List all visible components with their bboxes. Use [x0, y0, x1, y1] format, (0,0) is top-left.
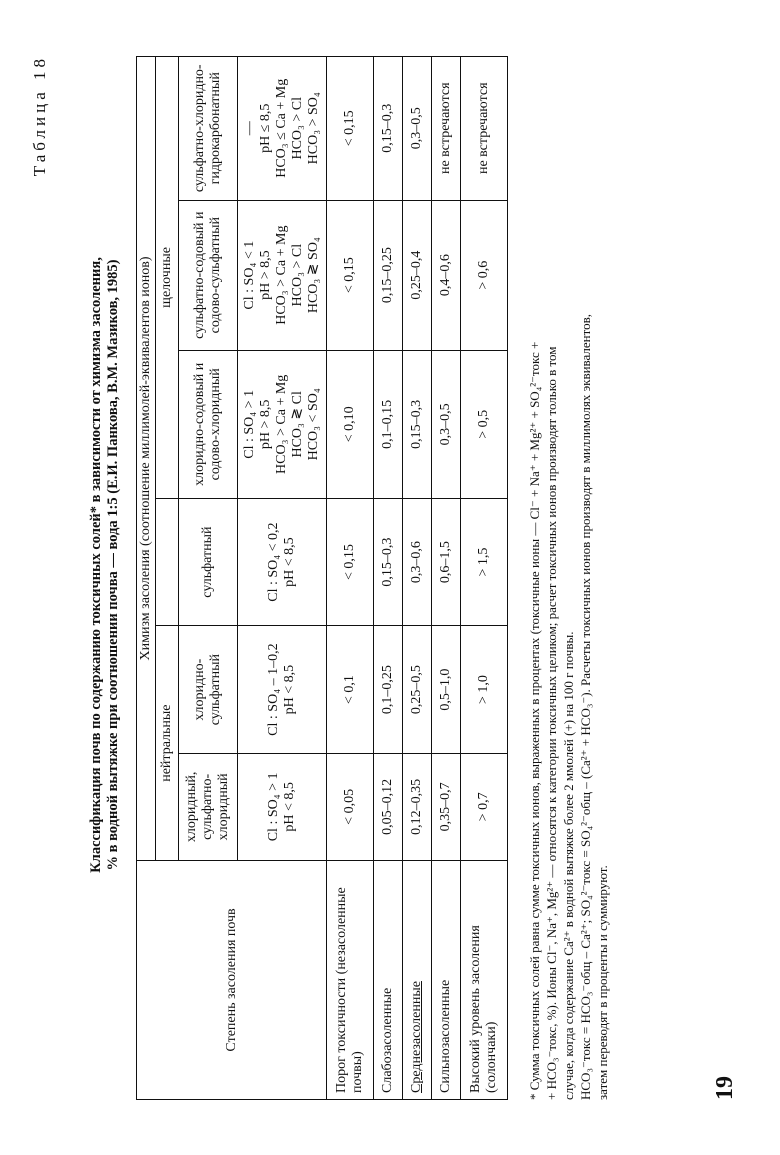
table-row	[327, 57, 374, 1100]
table-row	[374, 57, 403, 1100]
col-formula: Cl : SO₄ > 1 pH > 8,5 HCO₃ > Ca + Mg HCO₃ ≷ Cl HCO₃ < SO₄	[238, 350, 327, 498]
table-cell: 0,1–0,25	[374, 626, 403, 754]
footnote-line: * Сумма токсичных солей равна сумме токсичных ионов, выраженных в процентах (токсичные ионы — Cl⁻ + Na⁺ + Mg²⁺ + SO₄²⁻токс +	[527, 341, 542, 1100]
title-line-1: Классификация почв по содержанию токсичных солей* в зависимости от химизма засоления,	[88, 257, 104, 873]
table-cell: > 1,0	[461, 626, 508, 754]
col-name: сульфатно-содовый и содово-сульфатный	[179, 200, 238, 350]
col-name: хлоридно-сульфатный	[179, 626, 238, 754]
row-label: Слабозасоленные	[374, 860, 403, 1099]
footnote-line: затем переводят в проценты и суммируют.	[595, 865, 610, 1100]
col-formula: Cl : SO₄ > 1 pH < 8,5	[238, 753, 327, 860]
classification-table	[136, 56, 508, 1100]
table-cell: > 0,5	[461, 350, 508, 498]
table-cell: 0,15–0,3	[403, 350, 432, 498]
row-label: Высокий уровень засоления (солончаки)	[461, 860, 508, 1099]
table-cell: 0,25–0,5	[403, 626, 432, 754]
table-row	[432, 57, 461, 1100]
footnote-line: HCO₃⁻токс = HCO₃⁻общ – Ca²⁺; SO₄²⁻токс = SO₄²⁻общ – (Ca²⁺ + HCO₃⁻). Расчеты токсичных ионов производят в миллимолях эквивалентов,	[578, 313, 593, 1100]
page-number: 19	[712, 1076, 738, 1100]
col-name: хлоридно-содовый и содово-хлоридный	[179, 350, 238, 498]
table-cell: < 0,15	[327, 200, 374, 350]
table-label: Таблица 18	[30, 55, 49, 177]
table-cell: 0,3–0,6	[403, 498, 432, 626]
table-cell: 0,4–0,6	[432, 200, 461, 350]
table-cell: > 1,5	[461, 498, 508, 626]
footnote-line: + HCO₃⁻токс, %). Ионы Cl⁻, Na⁺, Mg²⁺ — относятся к категории токсичных целиком; расчет токсичных ионов производят только в том	[544, 346, 559, 1100]
row-label: Сильнозасоленные	[432, 860, 461, 1099]
col-formula: Cl : SO₄ < 0,2 pH < 8,5	[238, 498, 327, 626]
table-cell: 0,15–0,25	[374, 200, 403, 350]
col-name: хлоридный, сульфатно-хлоридный	[179, 753, 238, 860]
table-cell: > 0,7	[461, 753, 508, 860]
table-cell: < 0,1	[327, 626, 374, 754]
title-line-2: % в водной вытяжке при соотношении почва — вода 1:5 (Е.И. Панкова, В.М. Мазиков, 1985)	[105, 259, 121, 871]
table-cell: 0,3–0,5	[432, 350, 461, 498]
table-cell: 0,15–0,3	[374, 498, 403, 626]
table-cell: < 0,15	[327, 57, 374, 201]
col-formula: Cl : SO₄ < 1 pH > 8,5 HCO₃ > Ca + Mg HCO₃ > Cl HCO₃ ≷ SO₄	[238, 200, 327, 350]
neutral-header: нейтральные	[156, 626, 179, 861]
table-cell: не встречаются	[461, 57, 508, 201]
table-cell: 0,15–0,3	[374, 57, 403, 201]
table-cell: 0,3–0,5	[403, 57, 432, 201]
table-cell: не встречаются	[432, 57, 461, 201]
table-cell: 0,05–0,12	[374, 753, 403, 860]
table-cell: 0,35–0,7	[432, 753, 461, 860]
table-row	[461, 57, 508, 1100]
table-cell: 0,25–0,4	[403, 200, 432, 350]
col-formula: — pH ≤ 8,5 HCO₃ ≤ Ca + Mg HCO₃ > Cl HCO₃ > SO₄	[238, 57, 327, 201]
table-cell: 0,1–0,15	[374, 350, 403, 498]
table-title	[88, 60, 122, 1070]
table-cell: < 0,15	[327, 498, 374, 626]
rotated-content	[30, 30, 670, 1110]
row-label: Порог токсичности (незасоленные почвы)	[327, 860, 374, 1099]
table-cell: > 0,6	[461, 200, 508, 350]
col-name: сульфатно-хлоридно-гидрокарбонатный	[179, 57, 238, 201]
row-header: Степень засоления почв	[137, 860, 327, 1099]
table-cell: 0,5–1,0	[432, 626, 461, 754]
col-name: сульфатный	[179, 498, 238, 626]
row-label: Среднезасоленные	[403, 860, 432, 1099]
table-cell: < 0,05	[327, 753, 374, 860]
footnote	[526, 50, 611, 1100]
table-row	[403, 57, 432, 1100]
table-cell: 0,6–1,5	[432, 498, 461, 626]
footnote-line: случае, когда содержание Ca²⁺ в водной вытяжке более 2 ммолей (+) на 100 г почвы.	[561, 631, 576, 1100]
col-formula: Cl : SO₄ – 1–0,2 pH < 8,5	[238, 626, 327, 754]
alkaline-header: щелочные	[156, 57, 179, 499]
table-cell: 0,12–0,35	[403, 753, 432, 860]
group-header: Химизм засоления (соотношение миллимолей-эквивалентов ионов)	[137, 57, 156, 861]
table-cell: < 0,10	[327, 350, 374, 498]
